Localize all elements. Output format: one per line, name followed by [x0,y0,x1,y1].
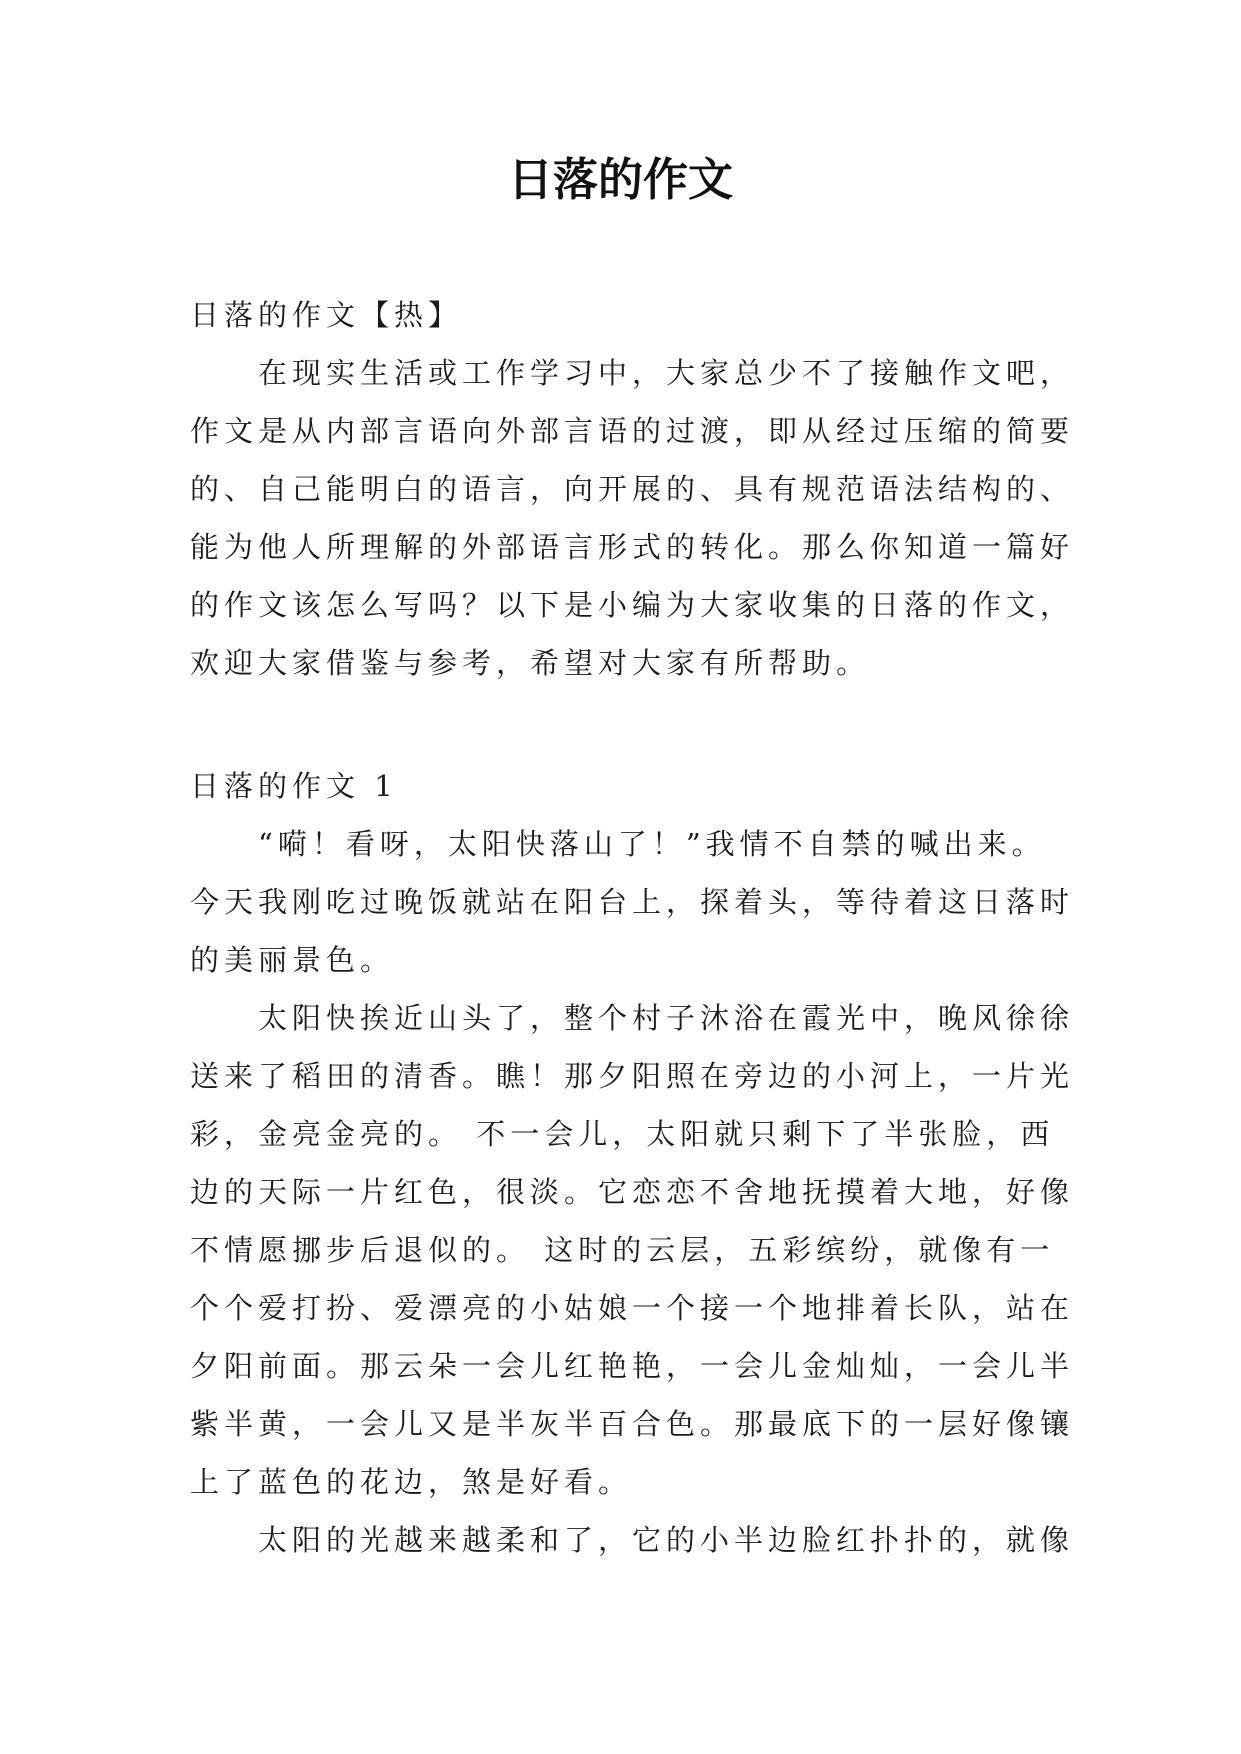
essay-1-paragraph-2-line: 彩，金亮金亮的。 不一会儿，太阳就只剩下了半张脸，西 [190,1117,1055,1151]
essay-1-paragraph-2-line: 边的天际一片红色，很淡。它恋恋不舍地抚摸着大地，好像 [190,1175,1075,1209]
essay-1-paragraph-2-line: 夕阳前面。那云朵一会儿红艳艳，一会儿金灿灿，一会儿半 [190,1349,1075,1383]
intro-section [190,286,1080,692]
essay-1-paragraph-2-line: 紫半黄，一会儿又是半灰半百合色。那最底下的一层好像镶 [190,1407,1075,1441]
essay-1-paragraph-1-line: “嗬！看呀，太阳快落山了！”我情不自禁的喊出来。 [258,827,1046,861]
essay-1-paragraph-2-line: 不情愿挪步后退似的。 这时的云层，五彩缤纷，就像有一 [190,1233,1055,1267]
essay-1-paragraph-2-line: 送来了稻田的清香。瞧！那夕阳照在旁边的小河上，一片光 [190,1059,1075,1093]
essay-1-paragraph-2-line: 上了蓝色的花边，煞是好看。 [190,1465,633,1499]
intro-paragraph-line: 能为他人所理解的外部语言形式的转化。那么你知道一篇好 [190,530,1075,564]
intro-paragraph-line: 的、自己能明白的语言，向开展的、具有规范语法结构的、 [190,472,1075,506]
essay-1-paragraph-2-line: 太阳快挨近山头了，整个村子沐浴在霞光中，晚风徐徐 [258,1001,1075,1035]
intro-paragraph-line: 的作文该怎么写吗？以下是小编为大家收集的日落的作文， [190,588,1075,622]
intro-paragraph-line: 作文是从内部言语向外部言语的过渡，即从经过压缩的简要 [190,414,1075,448]
intro-heading: 日落的作文【热】 [190,298,463,332]
document-title: 日落的作文 [507,153,733,206]
intro-paragraph-line: 在现实生活或工作学习中，大家总少不了接触作文吧， [258,356,1075,390]
essay-1-paragraph-2-line: 个个爱打扮、爱漂亮的小姑娘一个接一个地排着长队，站在 [190,1291,1075,1325]
essay-1-paragraph-1-line: 的美丽景色。 [190,943,395,977]
intro-paragraph-line: 欢迎大家借鉴与参考，希望对大家有所帮助。 [190,646,871,680]
essay-1-paragraph-1-line: 今天我刚吃过晚饭就站在阳台上，探着头，等待着这日落时 [190,885,1075,919]
essay-1-paragraph-3-line: 太阳的光越来越柔和了，它的小半边脸红扑扑的，就像 [258,1523,1075,1557]
essay-1-heading: 日落的作文 1 [190,769,398,803]
essay-1-section [190,757,1080,1569]
